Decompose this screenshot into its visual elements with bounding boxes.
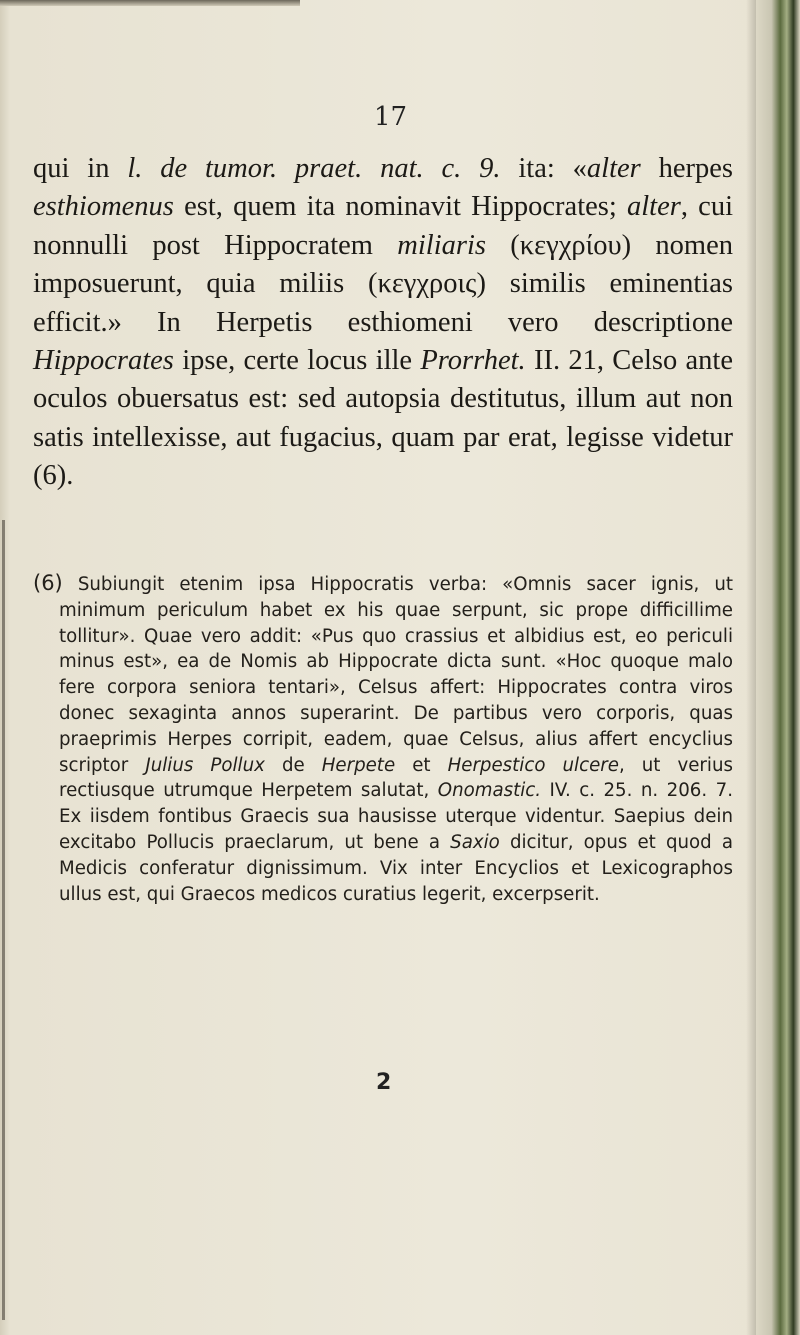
footnote [33, 571, 733, 907]
left-margin-shadow [2, 520, 5, 1320]
main-paragraph [33, 150, 733, 496]
top-edge-shadow [0, 0, 300, 6]
page-number: 17 [374, 102, 408, 132]
signature-mark: 2 [376, 1070, 392, 1095]
footnote-marker: (6) [33, 571, 63, 595]
binding-shadow [746, 0, 756, 1335]
book-binding-edge [756, 0, 800, 1335]
main-paragraph-text: qui in l. de tumor. praet. nat. c. 9. ita: «alter herpes esthiomenus est, quem ita nominavit Hippocrates; alter, cui nonnulli post Hippocratem miliaris (κεγχρίου) nomen imposuerunt, quia miliis (κεγχροις) similis eminentias efficit.» In Herpetis esthiomeni vero descriptione Hippocrates ipse, certe locus ille Prorrhet. II. 21, Celso ante oculos obuersatus est: sed autopsia destitutus, illum aut non satis intellexisse, aut fugacius, quam par erat, legisse videtur (6). [33, 153, 733, 492]
footnote-text: (6) Subiungit etenim ipsa Hippocratis verba: «Omnis sacer ignis, ut minimum periculum habet ex his quae serpunt, sic prope difficillime tollitur». Quae vero addit: «Pus quo crassius et albidius est, eo periculi minus est», ea de Nomis ab Hippocrate dicta sunt. «Hoc quoque malo fere corpora seniora tentari», Celsus affert: Hippocrates contra viros donec sexaginta annos superarint. De partibus vero corporis, quas praeprimis Herpes corripit, eadem, quae Celsus, alius affert encyclius scriptor Julius Pollux de Herpete et Herpestico ulcere, ut verius rectiusque utrumque Herpetem salutat, Onomastic. IV. c. 25. n. 206. 7. Ex iisdem fontibus Graecis sua hausisse uterque videntur. Saepius dein excitabo Pollucis praeclarum, ut bene a Saxio dicitur, opus et quod a Medicis conferatur dignissimum. Vix inter Encyclios et Lexicographos ullus est, qui Graecos medicos curatius legerit, excerpserit. [33, 571, 734, 905]
